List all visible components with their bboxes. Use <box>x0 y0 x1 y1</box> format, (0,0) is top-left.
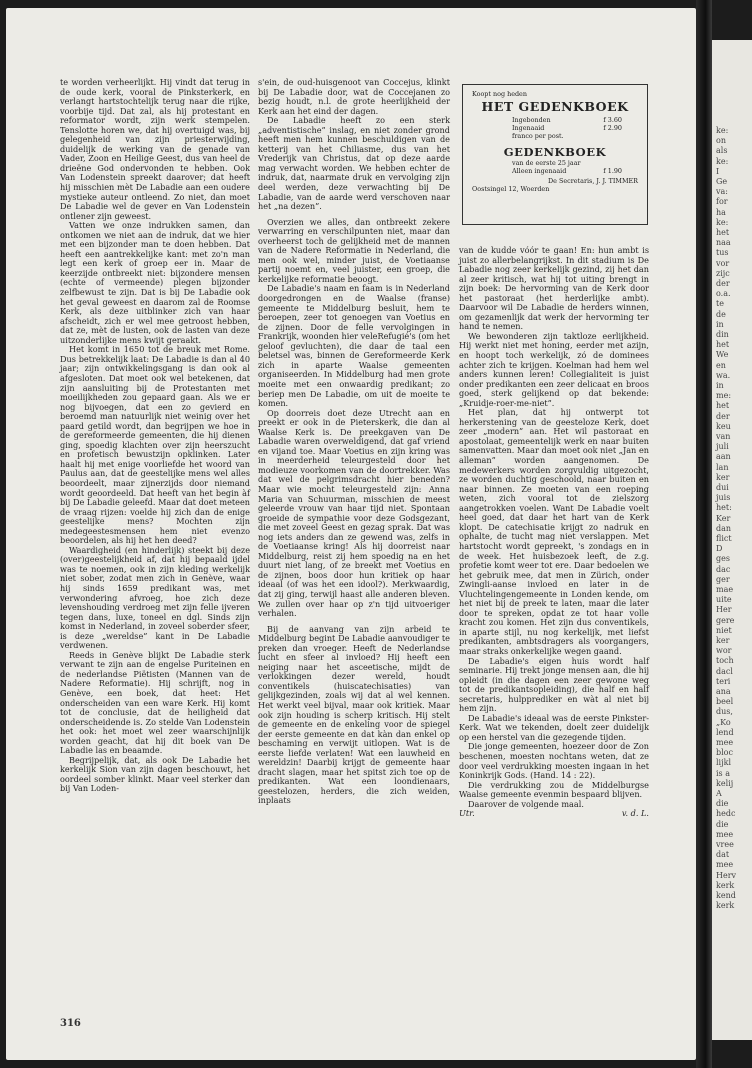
right-page-fragment-line: juli <box>716 442 729 452</box>
right-page-fragment-line: me: <box>716 391 732 401</box>
paragraph: De Labadie heeft zo een sterk „adventistische” inslag, en niet zonder grond heeft men hem kunnen beschuldigen van de ketterij van het Chiliasme, dus van het Vrederijk van Christus, dat op deze aarde mag verwacht worden. We hebben echter de indruk, dat, naarmate druk en vervolging zijn deel werden, deze verwachting bij De Labadie, van de aarde werd verschoven naar het „na dezen”. <box>258 115 450 212</box>
gedenkboek-advertisement <box>462 84 648 225</box>
right-page-fragment-line: vor <box>716 258 730 268</box>
right-page-fragment-line: is a <box>716 768 730 778</box>
paragraph: We bewonderen zijn taktloze eerlijkheid. Hij werkt niet met honing, eerder met azijn, en hoopt toch werkelijk, zó de dominees achter zich te krijgen. Koelman had hem wel anders kunnen leren! Collegialiteit is juist onder predikanten een zeer delicaat en broos goed, sterk gelijkend op dat bekende: „Kruidje-roer-me-niet”. <box>459 330 649 408</box>
paragraph: De Labadie's ideaal was de eerste Pinkster-Kerk. Wat we tekenden, doelt zeer duidelijk op een herstel van die gezegende tijden. <box>459 712 649 742</box>
right-page-fragment-line: vree <box>716 840 734 849</box>
ad-price-row-3: Alleen ingenaaid f 1.90 <box>512 167 622 175</box>
right-page-fragment-line: mae <box>716 585 734 594</box>
right-page-fragment-line: dus, <box>716 707 733 717</box>
paragraph: Die jonge gemeenten, hoezeer door de Zon beschenen, moesten nochtans weten, dat ze door veel verdrukking moesten ingaan in het Koninkrijk Gods. (Hand. 14 : 22). <box>459 741 649 781</box>
right-page-fragment-line: zijc <box>716 268 730 278</box>
text-column-1 <box>60 77 250 794</box>
right-page-fragment-line: het <box>716 340 730 350</box>
right-page-fragment-line: lend <box>716 727 734 737</box>
paragraph: Waardigheid (en hinderlijk) steekt bij deze (over)geestelijkheid af, dat hij bepaald ijdel was te noemen, ook in zijn kleding werkelijk niet sober, zodat men zich in Genève, waar hij sinds 1659 predikant was, met verwondering afvroeg, hoe zich deze levenshouding verdroeg met zijn felle ijveren tegen dans, luxe, toneel en dgl. Sinds zijn komst in Nederland, in zoveel soberder sfeer, is deze „wereldse” kant in De Labadie verdwenen. <box>60 544 250 651</box>
right-page-fragment-line: mee <box>716 738 734 747</box>
right-page-fragment-line: o.a. <box>716 289 731 299</box>
right-page-fragment-line: on <box>716 136 726 146</box>
paragraph: Begrijpelijk, dat, als ook De Labadie het kerkelijk Sion van zijn dagen beschouwt, het oordeel somber klinkt. Maar veel sterker dan bij Van Loden- <box>60 754 250 794</box>
signature-line: Utr. v. d. L. <box>459 808 649 819</box>
right-page-fragment-line: te <box>716 299 724 309</box>
right-page-fragment-line: gere <box>716 615 735 625</box>
right-page-fragment-line: het: <box>716 503 732 513</box>
right-page-fragment-line: din <box>716 330 729 339</box>
right-page-fragment-line: kerk <box>716 880 735 890</box>
right-page-fragment-line: dan <box>716 523 732 533</box>
paragraph: Het plan, dat hij ontwerpt tot herkerstening van de geesteloze Kerk, doet zeer „modern” aan. Het wil pastoraat en apostolaat, gemeentelijk werk en naar buiten samenvatten. Maar dan moet ook niet „Jan en alleman” worden aangenomen. De medewerkers worden zorgvuldig uitgezocht, ze worden duchtig geschoold, naar buiten en naar binnen. Ze moeten van een roeping weten, zich vooral tot de zielszorg aangetrokken voelen. Want De Labadie voelt heel goed, dat daar het hart van de Kerk klopt. De catechisatie krijgt zo nadruk en ophalte, de tucht mag niet verslappen. Met hartstocht wordt gepreekt, 's zondags en in de week. Het huisbezoek leeft, de z.g. profetie komt weer tot ere. Daar bedoelen we het gebruik mee, dat men in Zürich, onder Zwingli-aanse invloed en later in de Vluchtelingengemeente in Londen kende, om het niet bij de preek te laten, maar die later door te spreken, opdat ze tot haar volle kracht zou komen. Het zijn dus conventikels, in aparte stijl, nu nog kerkelijk, met liefst predikanten, ambtsdragers als voorgangers, maar straks onkerkelijke wegen gaand. <box>459 407 649 656</box>
ad-franco: franco per post. <box>512 132 564 140</box>
right-page-fragment-line: wa. <box>716 370 731 380</box>
ad-address: Oostsingel 12, Woerden <box>472 185 550 193</box>
paragraph: Het komt in 1650 tot de breuk met Rome. Dus betrekkelijk laat: De Labadie is dan al 40 jaar; zijn ontwikkelingsgang is dan ook al afgesloten. Dat moet ook wel betekenen, dat zijn aansluiting bij de Protestanten met moeilijkheden zou gepaard gaan. Als we er nog bijvoegen, dat een zo gevierd en beroemd man natuurlijk niet weinig over het paard getild wordt, dan begrijpen we hoe in de gereformeerde gemeenten, die hij dienen ging, spoedig klachten over zijn heerszucht en profetisch bewustzijn opklinken. Later haalt hij met enige voorliefde het woord van Paulus aan, dat de geestelijke mens wel alles beoordeelt, maar zijnerzijds door niemand wordt geoordeeld. Dat heeft van het begin àf bij De Labadie geleefd. Maar dat doet meteen de vraag rijzen: voelde hij zich dan de enige geestelijke mens? Mochten zijn medegeestesmensen hem niet evenzo beoordelen, als hij het hen deed? <box>60 344 250 546</box>
right-page-fragment-line: in <box>716 319 724 329</box>
text-column-3 <box>459 246 649 846</box>
right-page-fragment-line: wor <box>716 646 732 656</box>
paragraph: De Labadie's naam en faam is in Nederland doorgedrongen en de Waalse (franse) gemeente te Middelburg besluit, hem te beroepen, zeer tot genoegen van Voetius en de zijnen. Door de felle vervolgingen in Frankrijk, woonden hier veleRefugié's (om het geloof gevluchten), die daar de taal een beletsel was, binnen de Gereformeerde Kerk zich in aparte Waalse gemeenten organiseerden. In Middelburg had men grote moeite met een onwaardig predikant; zo beriep men De Labadie, om uit de moeite te komen. <box>258 283 450 409</box>
text-column-2 <box>258 77 450 806</box>
right-page-fragment-line: va: <box>716 187 728 197</box>
paragraph: De Labadie's eigen huis wordt half seminarie. Hij trekt jonge mensen aan, die hij opleidt (in die dagen een zeer gewone weg tot de predikantsopleiding), die half en half secretaris, hulpprediker en wàt al niet bij hem zijn. <box>459 655 649 714</box>
right-page-fragment-line: aan <box>716 452 731 462</box>
right-page-fragment-line: ke: <box>716 156 729 166</box>
right-page-fragment-line: dui <box>716 483 729 492</box>
ad-price-row-2: Ingenaaid f 2.90 <box>512 124 622 132</box>
right-page-fragment-line: van <box>716 432 731 441</box>
right-page-fragment-line: beel <box>716 697 734 707</box>
right-page-fragment-line: Ker <box>716 513 731 523</box>
right-page-fragment-line: ke: <box>716 217 729 227</box>
right-page-fragment-line: ker <box>716 636 730 645</box>
right-page-fragment-line: in <box>716 381 724 390</box>
right-page-fragment-line: en <box>716 360 726 370</box>
right-page-fragment-line: de <box>716 309 726 319</box>
paragraph: Vatten we onze indrukken samen, dan ontkomen we niet aan de indruk, dat we hier met een bijzonder man te doen hebben. Dat heeft een aantrekkelijke kant: met zo'n man legt een kerk of groep eer in. Maar de keerzijde ontbreekt niet: bijzondere mensen (echte of vermeende) plegen bijzonder zelfbewust te zijn. Dat is bij De Labadie ook het geval geweest en daarom zal de Roomse Kerk, als deze uitblinker zich van haar afscheidt, zich er wel mee getroost hebben, dat ze, mèt de lusten, ook de lasten van deze uitzonderlijke mens kwijt geraakt. <box>60 220 250 345</box>
ad-secretary: De Secretaris, J. J. TIMMER <box>548 177 638 185</box>
paragraph: Bij de aanvang van zijn arbeid te Middelburg begint De Labadie aanvoudiger te preken dan vroeger. Heeft de Nederlandse lucht en sfeer al invloed? Hij heeft een neiging naar het asceetische, mijdt de verlokkingen dezer wereld, houdt conventikels (huiscatechisaties) van gelijkgezinden, zoals wij dat al wel kennen. Het werkt veel bijval, maar ook kritiek. Maar ook zijn houding is scherp kritisch. Hij stelt de gemeente en de enkeling voor de spiegel der eerste gemeente en dat kàn dan enkel op beschaming en verwijt uitlopen. Wat is de eerste liefde verlaten! Wat een lauwheid en wereldzin! Daarbij krijgt de gemeente haar dracht slagen, maar het spitst zich toe op de predikanten. Wat een loondienaars, geestelozen, herders, die zich weiden, inplaats <box>258 623 450 806</box>
ad-intro: Koopt nog heden <box>472 90 527 98</box>
right-page-fragment-line: D <box>716 544 723 554</box>
right-page-fragment-line: hedc <box>716 809 736 819</box>
right-page-fragment-line: „Ko <box>716 717 731 727</box>
right-page-fragment-line: I <box>716 166 720 176</box>
ad-title-2: GEDENKBOEK <box>503 145 607 159</box>
paragraph: Die verdrukking zou de Middelburgse Waalse gemeente evenmin bespaard blijven. <box>459 779 649 800</box>
right-page-fragment-line: ke: <box>716 126 729 135</box>
right-page-fragment-line: ges <box>716 554 730 564</box>
ad-subtitle-2: van de eerste 25 jaar <box>512 159 581 167</box>
right-page-fragment-line: niet <box>716 625 732 635</box>
paragraph: s'ein, de oud-huisgenoot van Coccejus, klinkt bij De Labadie door, wat de Coccejanen zo bezig houdt, n.l. de grote heerlijkheid der Kerk aan het eind der dagen. <box>258 77 450 116</box>
right-page-fragment-line: Herv <box>716 870 737 880</box>
right-page-fragment-line: We <box>716 350 729 360</box>
right-page-fragment-line: uite <box>716 595 732 605</box>
right-page-fragment-line: juis <box>716 493 731 503</box>
right-page-fragment-line: der <box>716 279 730 288</box>
right-page-fragment-line: die <box>716 799 729 809</box>
ad-price-row-1: Ingebonden f 3.60 <box>512 116 622 124</box>
right-page-fragment-line: toch <box>716 656 734 666</box>
book-gutter <box>696 0 712 1068</box>
paragraph: Daarover de volgende maal. <box>468 798 584 809</box>
right-page-fragment-line: dat <box>716 850 730 860</box>
right-page-fragment-line: ger <box>716 574 730 584</box>
right-page-fragment-line: Ge <box>716 177 728 186</box>
ad-title-1: HET GEDENKBOEK <box>481 99 629 114</box>
right-page-fragment-line: dacl <box>716 666 733 676</box>
paragraph: te worden verheerlijkt. Hij vindt dat terug in de oude kerk, vooral de Pinksterkerk, en verlangt hartstochtelijk terug naar die rijke, voorbije tijd. Dat zal, als hij protestant en reformator wordt, zijn werk stempelen. Tenslotte horen we, dat hij overtuigd was, bij gelegenheid van zijn priesterwijding, duidelijk de werking van de genade van Vader, Zoon en Heilige Geest, dus van heel de drieëne God ondervonden te hebben. Ook Van Lodenstein spreekt daarover; dat heeft hij misschien mèt De Labadie aan een oudere mystieke auteur ontleend. Zo niet, dan moet De Labadie wel de gever en Van Lodenstein ontlener zijn geweest. <box>60 77 250 221</box>
right-page-fragment-line: die <box>716 819 729 829</box>
right-page-fragment-line: der <box>716 411 730 421</box>
right-page-fragment-line: for <box>716 197 728 207</box>
paragraph: Op doorreis doet deze Utrecht aan en preekt er ook in de Pieterskerk, die dan al Waalse Kerk is. De preekgaven van De Labadie waren overweldigend, dat gaf vriend en vijand toe. Maar Voetius en zijn kring was in meerderheid teleurgesteld door het modieuze voorkomen van de doortrekker. Was dat wel de pelgrimsdracht hier beneden? Maar wie mocht teleurgesteld zijn: Anna Maria van Schuurman, misschien de meest geleerde vrouw van haar tijd niet. Spontaan groeide de sympathie voor deze Godsgezant, die met zoveel Geest en gezag sprak. Dat was nog iets anders dan ze gewend was, zelfs in de Voetiaanse kring! Als hij doorreist naar Middelburg, reist zij hem spoedig na en het duurt niet lang, of ze breekt met Voetius en de zijnen, boos door hun kritiek op haar ideaal (of was het een idool?). Merkwaardig, dat zij ging, terwijl haast alle anderen bleven. We zullen over haar op z'n tijd uitvoeriger verhalen. <box>258 407 450 619</box>
right-page-fragment-line: het <box>716 401 730 411</box>
right-page-fragment-line: bloc <box>716 748 733 758</box>
right-page-fragment-line: A <box>716 789 722 798</box>
right-page-fragment-line: naa <box>716 238 731 248</box>
right-page-fragment-line: dac <box>716 564 731 574</box>
right-page-fragment-line: het <box>716 228 730 237</box>
right-page-fragment-line: als <box>716 146 728 156</box>
right-page-fragment-line: lan <box>716 462 729 472</box>
right-page-fragment-line: ker <box>716 472 730 482</box>
right-page-fragment-line: teri <box>716 676 731 686</box>
page-number: 316 <box>60 1018 81 1029</box>
right-page-fragment-line: keu <box>716 421 731 431</box>
right-page-fragment-line: tus <box>716 248 729 258</box>
right-page-fragment-line: lijkl <box>716 758 732 768</box>
right-page-fragment-line: ha <box>716 207 726 217</box>
right-page-fragment-line: mee <box>716 860 734 870</box>
paragraph: Reeds in Genève blijkt De Labadie sterk verwant te zijn aan de engelse Puriteinen en de nederlandse Piëtisten (Mannen van de Nadere Reformatie). Hij schrijft, nog in Genève, een boek, dat heet: Het onderscheiden van een ware Kerk. Hij komt tot de conclusie, dat de heiligheid dat onderscheidende is. Zo stelde Van Lodenstein het ook: het moet wel zeer waarschijnlijk worden geacht, dat hij dit boek van De Labadie las en beaamde. <box>60 649 250 756</box>
right-page-fragment-line: ana <box>716 687 731 696</box>
right-page-fragment-line: flict <box>716 534 732 543</box>
right-page-fragment-line: kerk <box>716 901 735 911</box>
paragraph: van de kudde vóór te gaan! En: hun ambt is juist zo allerbelangrijkst. In dit stadium is De Labadie nog zeer kerkelijk gezind, zij het dan al zeer kritisch, wat hij tot uiting brengt in zijn boek: De hervorming van de Kerk door het pastoraat (het herderlijke ambt). Daarvoor wil De Labadie de herders winnen, om gezamenlijk dat werk der hervorming ter hand te nemen. <box>459 245 649 332</box>
right-page-fragment-line: kelij <box>716 778 734 788</box>
right-page-fragment-line: kend <box>716 891 736 900</box>
right-page-fragment-line: mee <box>716 829 734 839</box>
right-page-fragment-line: Her <box>716 605 732 615</box>
paragraph: Overzien we alles, dan ontbreekt zekere verwarring en verschilpunten niet, maar dan overheerst toch de gelijkheid met de mannen van de Nadere Reformatie in Nederland, die men ook wel, minder juist, de Voetiaanse partij noemt en, veel juister, een groep, die kerkelijke reformatie beoogt. <box>258 216 450 284</box>
